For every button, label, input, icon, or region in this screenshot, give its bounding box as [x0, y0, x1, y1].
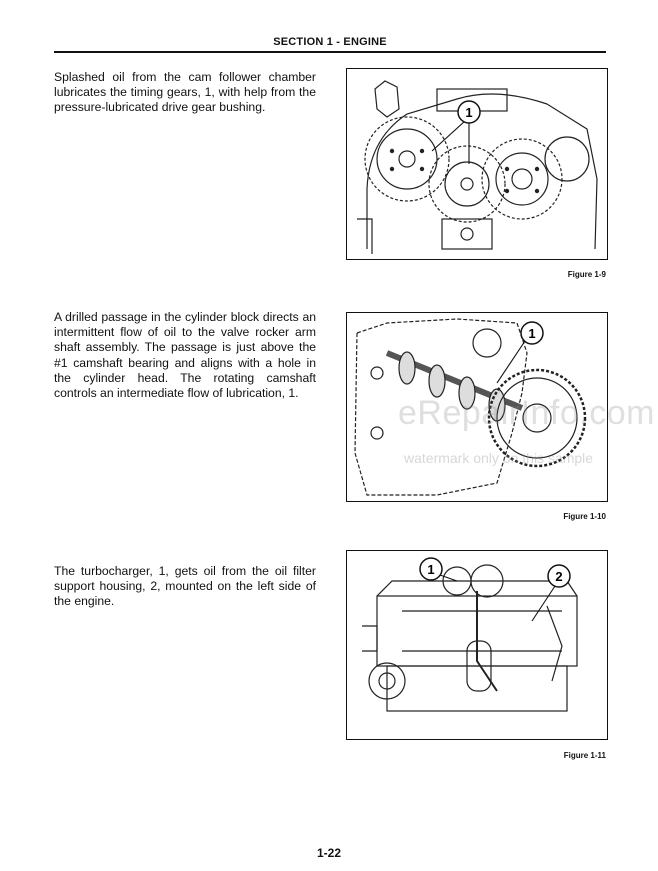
page-number: 1-22 — [316, 846, 342, 860]
timing-gears-illustration — [347, 69, 607, 259]
callout-number: 2 — [555, 569, 563, 584]
header-rule — [54, 51, 606, 53]
watermark-main: eRepairInfo.com — [398, 394, 655, 432]
callout-number: 1 — [528, 326, 536, 341]
section-header: SECTION 1 - ENGINE — [273, 36, 387, 48]
figure-caption: Figure 1-10 — [563, 512, 606, 521]
watermark-sub: watermark only on this sample — [404, 450, 594, 466]
callout-number: 1 — [427, 562, 435, 577]
callout-number: 1 — [465, 105, 473, 120]
paragraph-drilled-passage: A drilled passage in the cylinder block directs an intermittent flow of oil to the valve rocker arm shaft assembly. The passage is just above the #1 camshaft bearing and aligns with a hole in the cylinder head. The rotating camshaft controls an intermediate flow of lubrication, 1. — [54, 310, 316, 401]
figure-caption: Figure 1-9 — [567, 270, 606, 279]
paragraph-timing-gears: Splashed oil from the cam follower chamber lubricates the timing gears, 1, with help from the pressure-lubricated drive gear bushing. — [54, 70, 316, 115]
figure-1-11-image — [346, 550, 608, 740]
camshaft-illustration — [347, 313, 607, 501]
figure-caption: Figure 1-11 — [563, 751, 606, 760]
figure-1-9-image — [346, 68, 608, 260]
paragraph-turbocharger: The turbocharger, 1, gets oil from the oil filter support housing, 2, mounted on the left side of the engine. — [54, 564, 316, 609]
turbocharger-illustration — [347, 551, 607, 739]
figure-1-10-image — [346, 312, 608, 502]
